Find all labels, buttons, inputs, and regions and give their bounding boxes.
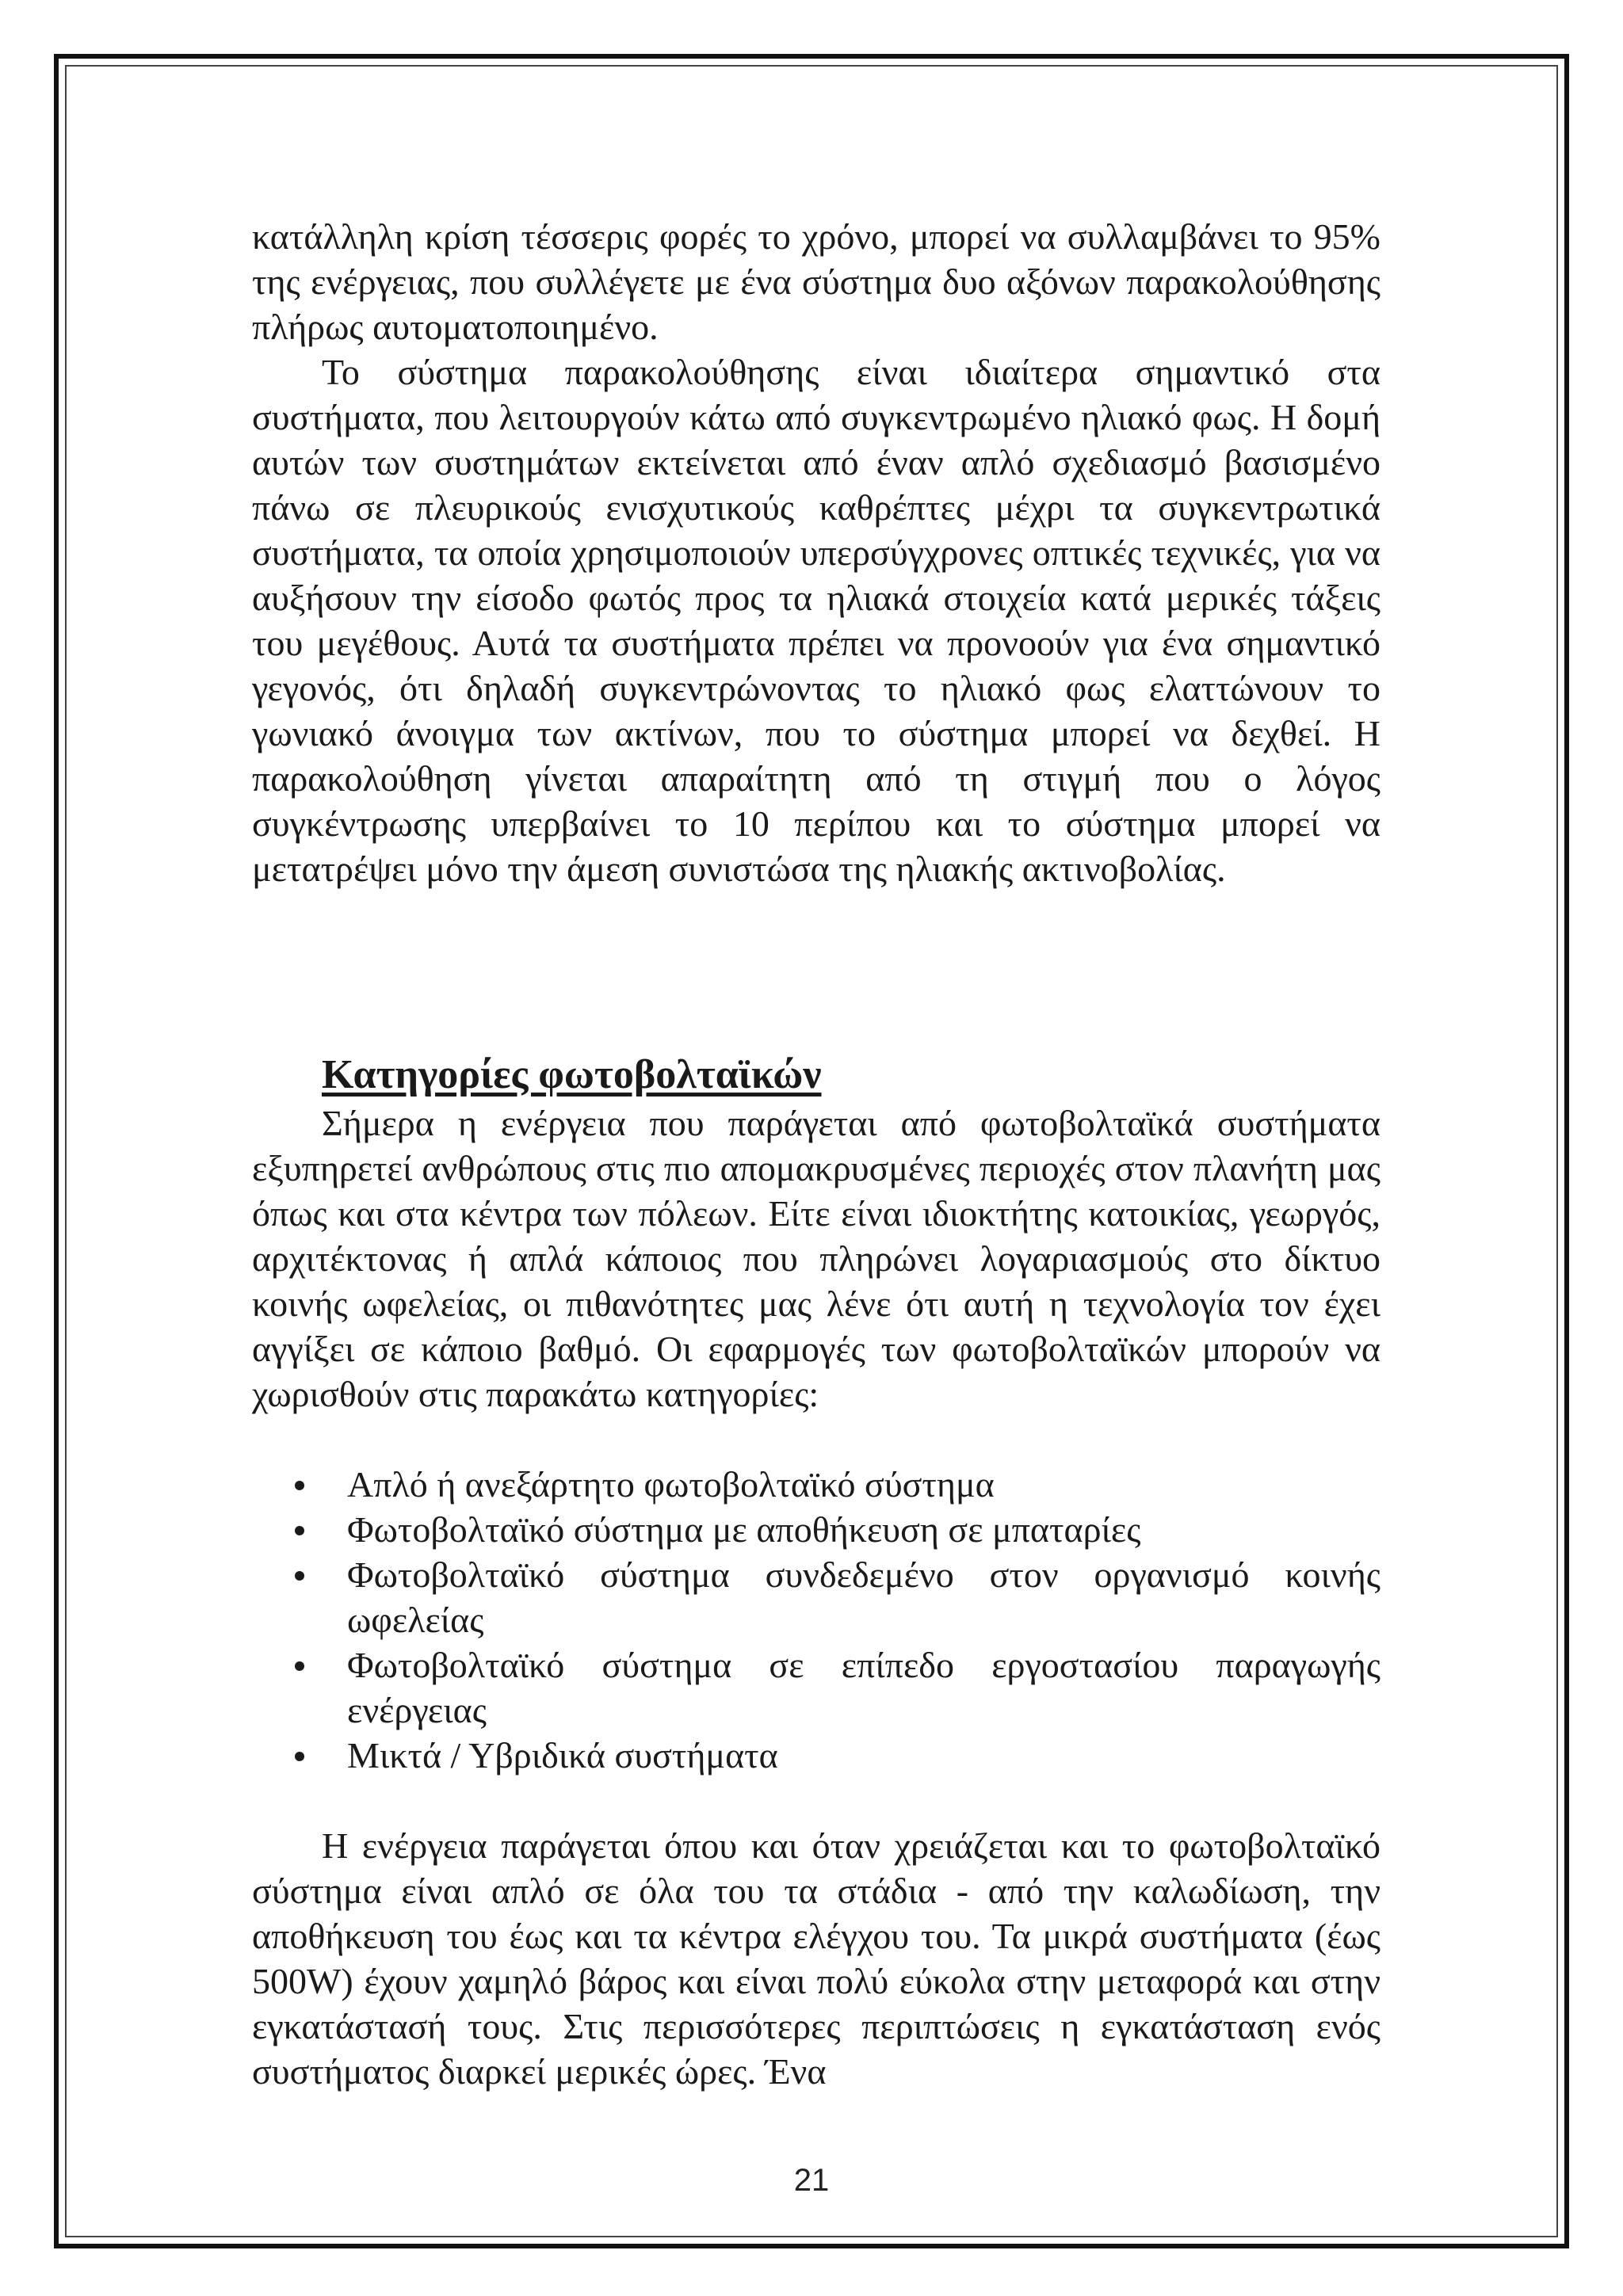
list-item — [252, 1733, 1381, 1778]
closing-paragraph: Η ενέργεια παράγεται όπου και όταν χρειάζεται και το φωτοβολταϊκό σύστημα είναι απλό σε όλα του τα στάδια - από την καλωδίωση, την αποθήκευση του έως και τα κέντρα ελέγχου του. Τα μικρά συστήματα (έως 500W) έχουν χαμηλό βάρος και είναι πολύ εύκολα στην μεταφορά και στην εγκατάστασή τους. Στις περισσότερες περιπτώσεις η εγκατάσταση ενός συστήματος διαρκεί μερικές ώρες. Ένα — [252, 1825, 1381, 2092]
list-spacer-top — [252, 1417, 1381, 1462]
list-item — [252, 1462, 1381, 1507]
bullet-icon — [295, 1571, 304, 1581]
list-item-text: Απλό ή ανεξάρτητο φωτοβολταϊκό σύστημα — [347, 1464, 995, 1505]
page-content — [252, 214, 1381, 2094]
bullet-icon — [295, 1481, 304, 1490]
list-spacer-bottom — [252, 1778, 1381, 1823]
list-item — [252, 1642, 1381, 1733]
section-spacer — [252, 891, 1381, 1050]
paragraph-tracking-system: Το σύστημα παρακολούθησης είναι ιδιαίτερα σημαντικό στα συστήματα, που λειτουργούν κάτω από συγκεντρωμένο ηλιακό φως. Η δομή αυτών των συστημάτων εκτείνεται από έναν απλό σχεδιασμό βασισμένο πάνω σε πλευρικούς ενισχυτικούς καθρέπτες μέχρι τα συγκεντρωτικά συστήματα, τα οποία χρησιμοποιούν υπερσύγχρονες οπτικές τεχνικές, για να αυξήσουν την είσοδο φωτός προς τα ηλιακά στοιχεία κατά μερικές τάξεις του μεγέθους. Αυτά τα συστήματα πρέπει να προνοούν για ένα σημαντικό γεγονός, ότι δηλαδή συγκεντρώνοντας το ηλιακό φως ελαττώνουν το γωνιακό άνοιγμα των ακτίνων, που το σύστημα μπορεί να δεχθεί. Η παρακολούθηση γίνεται απαραίτητη από τη στιγμή που ο λόγος συγκέντρωσης υπερβαίνει το 10 περίπου και το σύστημα μπορεί να μετατρέψει μόνο την άμεση συνιστώσα της ηλιακής ακτινοβολίας. — [252, 352, 1381, 889]
list-item — [252, 1552, 1381, 1642]
page-number: 21 — [793, 2163, 830, 2198]
paragraph-continuation: κατάλληλη κρίση τέσσερις φορές το χρόνο, μπορεί να συλλαμβάνει το 95% της ενέργειας, που συλλέγετε με ένα σύστημα δυο αξόνων παρακολούθησης πλήρως αυτοματοποιημένο. — [252, 216, 1381, 347]
section-heading: Κατηγορίες φωτοβολταϊκών — [322, 1052, 822, 1097]
list-item-text: Φωτοβολταϊκό σύστημα σε επίπεδο εργοστασίου παραγωγής ενέργειας — [347, 1645, 1381, 1730]
category-list — [252, 1462, 1381, 1778]
bullet-icon — [295, 1661, 304, 1671]
bullet-icon — [295, 1752, 304, 1761]
list-item — [252, 1507, 1381, 1552]
list-item-text: Φωτοβολταϊκό σύστημα συνδεδεμένο στον οργανισμό κοινής ωφελείας — [347, 1554, 1381, 1640]
list-item-text: Μικτά / Υβριδικά συστήματα — [347, 1735, 778, 1775]
list-item-text: Φωτοβολταϊκό σύστημα με αποθήκευση σε μπαταρίες — [347, 1509, 1141, 1550]
bullet-icon — [295, 1526, 304, 1535]
section-intro-paragraph: Σήμερα η ενέργεια που παράγεται από φωτοβολταϊκά συστήματα εξυπηρετεί ανθρώπους στις πιο απομακρυσμένες περιοχές στον πλανήτη μας όπως και στα κέντρα των πόλεων. Είτε είναι ιδιοκτήτης κατοικίας, γεωργός, αρχιτέκτονας ή απλά κάποιος που πληρώνει λογαριασμούς στο δίκτυο κοινής ωφελείας, οι πιθανότητες μας λένε ότι αυτή η τεχνολογία τον έχει αγγίξει σε κάποιο βαθμό. Οι εφαρμογές των φωτοβολταϊκών μπορούν να χωρισθούν στις παρακάτω κατηγορίες: — [252, 1103, 1381, 1414]
